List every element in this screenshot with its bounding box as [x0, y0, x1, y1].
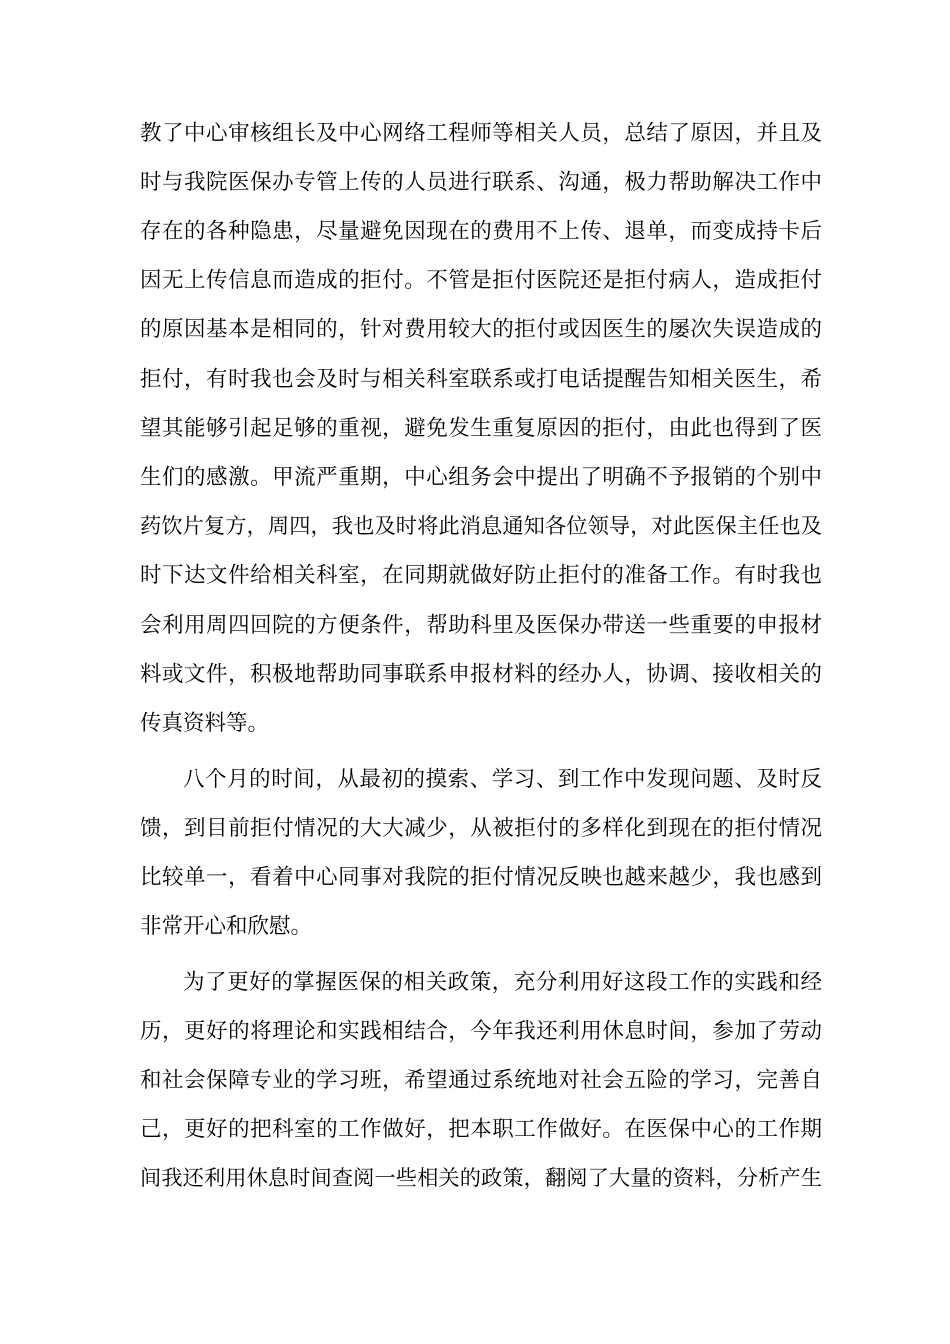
- text-line: 教了中心审核组长及中心网络工程师等相关人员，总结了原因，并且及: [140, 121, 822, 146]
- text-line: 望其能够引起足够的重视，避免发生重复原因的拒付，由此也得到了医: [140, 416, 822, 441]
- text-line: 馈，到目前拒付情况的大大减少，从被拒付的多样化到现在的拒付情况: [140, 816, 822, 841]
- text-line: 会利用周四回院的方便条件，帮助科里及医保办带送一些重要的申报材: [140, 613, 822, 638]
- paragraph-first-line: 八个月的时间，从最初的摸索、学习、到工作中发现问题、及时反: [183, 767, 822, 792]
- text-line: 时下达文件给相关科室，在同期就做好防止拒付的准备工作。有时我也: [140, 563, 822, 588]
- text-line: 时与我院医保办专管上传的人员进行联系、沟通，极力帮助解决工作中: [140, 170, 822, 195]
- text-line: 非常开心和欣慰。: [140, 914, 313, 939]
- text-line: 的原因基本是相同的，针对费用较大的拒付或因医生的屡次失误造成的: [140, 317, 822, 342]
- text-line: 料或文件，积极地帮助同事联系申报材料的经办人，协调、接收相关的: [140, 662, 822, 687]
- text-line: 存在的各种隐患，尽量避免因现在的费用不上传、退单，而变成持卡后: [140, 219, 822, 244]
- text-line: 传真资料等。: [140, 711, 270, 736]
- text-line: 比较单一，看着中心同事对我院的拒付情况反映也越来越少，我也感到: [140, 865, 822, 890]
- text-line: 因无上传信息而造成的拒付。不管是拒付医院还是拒付病人，造成拒付: [140, 268, 822, 293]
- text-line: 历，更好的将理论和实践相结合，今年我还利用休息时间，参加了劳动: [140, 1019, 822, 1044]
- text-line: 生们的感激。甲流严重期，中心组务会中提出了明确不予报销的个别中: [140, 465, 822, 490]
- text-line: 间我还利用休息时间查阅一些相关的政策，翻阅了大量的资料，分析产生: [140, 1166, 822, 1191]
- text-line: 己，更好的把科室的工作做好，把本职工作做好。在医保中心的工作期: [140, 1117, 822, 1142]
- text-line: 药饮片复方，周四，我也及时将此消息通知各位领导，对此医保主任也及: [140, 514, 822, 539]
- text-line: 拒付，有时我也会及时与相关科室联系或打电话提醒告知相关医生，希: [140, 367, 822, 392]
- text-line: 和社会保障专业的学习班，希望通过系统地对社会五险的学习，完善自: [140, 1068, 822, 1093]
- paragraph-first-line: 为了更好的掌握医保的相关政策，充分利用好这段工作的实践和经: [183, 970, 822, 995]
